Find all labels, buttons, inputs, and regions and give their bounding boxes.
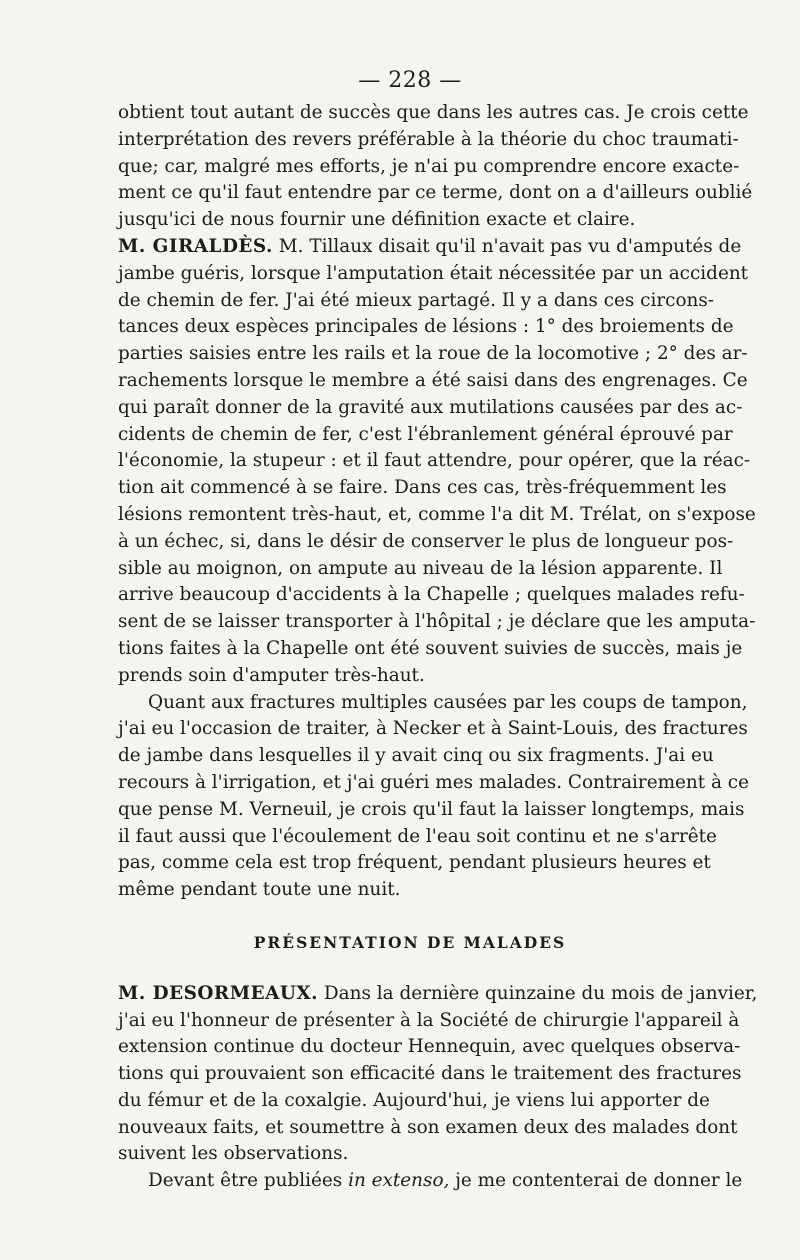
text-line: même pendant toute une nuit. bbox=[118, 879, 401, 901]
text-line: de chemin de fer. J'ai été mieux partagé. Il y a dans ces circons- bbox=[118, 289, 715, 311]
paragraph-p5 bbox=[118, 1168, 743, 1195]
text-line: interprétation des revers préférable à la théorie du choc traumati- bbox=[118, 128, 739, 150]
body-text-after-heading bbox=[118, 981, 758, 1195]
document-page bbox=[118, 62, 758, 1195]
paragraph-p1 bbox=[118, 100, 753, 234]
italic-phrase: in extenso, bbox=[348, 1170, 450, 1192]
text-line: lésions remontent très-haut, et, comme l'a dit M. Trélat, on s'expose bbox=[118, 503, 756, 525]
text-line: cidents de chemin de fer, c'est l'ébranlement général éprouvé par bbox=[118, 423, 733, 445]
paragraph-p2 bbox=[118, 234, 756, 690]
text-line: jusqu'ici de nous fournir une définition exacte et claire. bbox=[118, 209, 636, 231]
text-line: à un échec, si, dans le désir de conserver le plus de longueur pos- bbox=[118, 530, 734, 552]
text-line: recours à l'irrigation, et j'ai guéri mes malades. Contrairement à ce bbox=[118, 771, 749, 793]
speaker-text: Dans la dernière quinzaine du mois de janvier, bbox=[318, 982, 758, 1004]
text-line: du fémur et de la coxalgie. Aujourd'hui, je viens lui apporter de bbox=[118, 1089, 710, 1111]
text-line: tions faites à la Chapelle ont été souvent suivies de succès, mais je bbox=[118, 637, 743, 659]
text-line: pas, comme cela est trop fréquent, pendant plusieurs heures et bbox=[118, 852, 711, 874]
text-line: tions qui prouvaient son efficacité dans le traitement des fractures bbox=[118, 1063, 742, 1085]
page-number: — 228 — bbox=[358, 68, 462, 93]
text-line: Quant aux fractures multiples causées par les coups de tampon, bbox=[148, 691, 748, 713]
text-line: ment ce qu'il faut entendre par ce terme, dont on a d'ailleurs oublié bbox=[118, 182, 753, 204]
text-run: Devant être publiées bbox=[148, 1170, 349, 1192]
text-line: que; car, malgré mes efforts, je n'ai pu comprendre encore exacte- bbox=[118, 155, 740, 177]
text-line: j'ai eu l'honneur de présenter à la Société de chirurgie l'appareil à bbox=[118, 1009, 740, 1031]
text-line: il faut aussi que l'écoulement de l'eau soit continu et ne s'arrête bbox=[118, 825, 717, 847]
paragraph-p3 bbox=[118, 690, 749, 904]
text-line: obtient tout autant de succès que dans les autres cas. Je crois cette bbox=[118, 102, 749, 123]
text-line: parties saisies entre les rails et la roue de la locomotive ; 2° des ar- bbox=[118, 343, 748, 365]
text-line: extension continue du docteur Hennequin, avec quelques observa- bbox=[118, 1036, 741, 1058]
text-line: tion ait commencé à se faire. Dans ces cas, très-fréquemment les bbox=[118, 477, 727, 499]
text-run: je me contenterai de donner le bbox=[449, 1170, 743, 1192]
text-line: rachements lorsque le membre a été saisi dans des engrenages. Ce bbox=[118, 369, 748, 391]
text-line bbox=[118, 981, 758, 1008]
speaker-text: M. Tillaux disait qu'il n'avait pas vu d'amputés de bbox=[272, 235, 742, 257]
text-line: j'ai eu l'occasion de traiter, à Necker et à Saint-Louis, des fractures bbox=[118, 718, 748, 740]
text-line: qui paraît donner de la gravité aux mutilations causées par des ac- bbox=[118, 396, 743, 418]
text-line bbox=[118, 1168, 743, 1195]
section-heading: PRÉSENTATION DE MALADES bbox=[253, 932, 567, 952]
text-line: que pense M. Verneuil, je crois qu'il faut la laisser longtemps, mais bbox=[118, 798, 745, 820]
speaker-name: M. DESORMEAUX. bbox=[118, 982, 319, 1004]
speaker-name: M. GIRALDÈS. bbox=[118, 235, 273, 257]
body-text-before-heading bbox=[118, 100, 756, 904]
text-line: sible au moignon, on ampute au niveau de la lésion apparente. Il bbox=[118, 557, 723, 579]
paragraph-p4 bbox=[118, 981, 758, 1169]
text-line: prends soin d'amputer très-haut. bbox=[118, 664, 425, 686]
text-line: tances deux espèces principales de lésions : 1° des broiements de bbox=[118, 316, 734, 338]
text-line: nouveaux faits, et soumettre à son examen deux des malades dont bbox=[118, 1116, 738, 1138]
text-line: suivent les observations. bbox=[118, 1143, 349, 1165]
text-line bbox=[118, 234, 742, 261]
text-line: jambe guéris, lorsque l'amputation était nécessitée par un accident bbox=[118, 262, 749, 284]
text-line: de jambe dans lesquelles il y avait cinq ou six fragments. J'ai eu bbox=[118, 745, 714, 767]
text-line: sent de se laisser transporter à l'hôpital ; je déclare que les amputa- bbox=[118, 611, 756, 633]
text-line: l'économie, la stupeur : et il faut attendre, pour opérer, que la réac- bbox=[118, 450, 751, 472]
text-line: arrive beaucoup d'accidents à la Chapelle ; quelques malades refu- bbox=[118, 584, 745, 606]
